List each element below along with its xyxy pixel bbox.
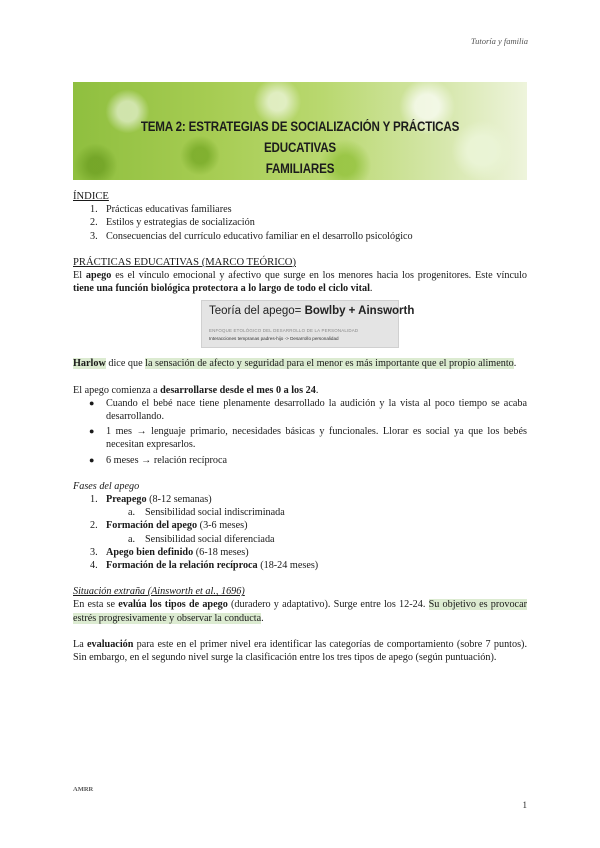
list-item: 1. Preapego (8-12 semanas) xyxy=(90,494,212,506)
indice-list xyxy=(73,203,527,243)
title-line-1: TEMA 2: ESTRATEGIAS DE SOCIALIZACIÓN Y PRÁCTICAS EDUCATIVAS xyxy=(140,119,460,155)
list-item: 1. Prácticas educativas familiares xyxy=(90,204,232,216)
sub-item: a. Sensibilidad social indiscriminada xyxy=(128,507,285,519)
highlighted-text: la sensación de afecto y seguridad para el menor es más importante que el propio alimento xyxy=(145,358,514,370)
figure-caption: Interacciones tempranas padres-hijo -> Desarrollo personalidad xyxy=(209,336,339,342)
situacion-paragraph: En esta se evalúa los tipos de apego (duradero y adaptativo). Surge entre los 12-24. Su objetivo es provocar estrés progresivamente y observar la conducta. xyxy=(73,599,527,624)
practicas-heading: PRÁCTICAS EDUCATIVAS (MARCO TEÓRICO) xyxy=(73,256,296,268)
fases-list xyxy=(73,493,527,572)
title-line-2: FAMILIARES xyxy=(265,161,335,176)
list-item: 4. Formación de la relación recíproca (18-24 meses) xyxy=(90,560,319,572)
page-title xyxy=(105,116,495,179)
figure-title: Teoría del apego= Bowlby + Ainsworth xyxy=(209,305,415,318)
evaluacion-paragraph: La evaluación para este en el primer nivel era identificar las categorías de comportamiento (sobre 7 puntos). Sin embargo, en el segundo nivel surge la clasificación entre los tres tipos de apego (según puntuación). xyxy=(73,638,527,664)
list-item: 3. Consecuencias del currículo educativo familiar en el desarrollo psicológico xyxy=(90,230,413,242)
list-item: 3. Apego bien definido (6-18 meses) xyxy=(90,546,249,558)
figure-subtitle: ENFOQUE ETOLÓGICO DEL DESARROLLO DE LA PERSONALIDAD xyxy=(209,328,359,334)
title-banner xyxy=(73,82,527,180)
running-header: Tutoría y familia xyxy=(470,36,528,46)
apego-bullets xyxy=(73,397,527,467)
situacion-heading: Situación extraña (Ainsworth et al., 1696) xyxy=(73,586,245,598)
list-item: 2. Estilos y estrategias de socialización xyxy=(90,217,255,229)
apego-definition: El apego es el vínculo emocional y afectivo que surge en los menores hacia los progenitores. Este vínculo tiene una función biológica protectora a lo largo de todo el ciclo vital. xyxy=(73,270,527,295)
author-initials: AMRR xyxy=(73,786,94,793)
fases-heading: Fases del apego xyxy=(73,480,140,492)
list-item: 2. Formación del apego (3-6 meses) xyxy=(90,520,248,532)
harlow-paragraph: Harlow dice que la sensación de afecto y seguridad para el menor es más importante que el propio alimento. xyxy=(73,358,517,370)
indice-heading: ÍNDICE xyxy=(73,191,109,202)
list-item: ● Cuando el bebé nace tiene plenamente desarrollado la audición y la vista al poco tiempo se acaba desarrollando. xyxy=(89,397,527,423)
page-number: 1 xyxy=(522,800,527,810)
list-item: ● 6 meses → relación recíproca xyxy=(89,454,228,466)
apego-comienza: El apego comienza a desarrollarse desde el mes 0 a los 24. xyxy=(73,384,319,396)
list-item: ● 1 mes → lenguaje primario, necesidades básicas y funcionales. Llorar es social ya que los bebés necesitan expresarlos. xyxy=(89,426,527,451)
highlighted-text: Su objetivo es provocar estrés progresivamente y observar la conducta xyxy=(73,599,527,624)
teoria-apego-figure xyxy=(201,300,415,348)
sub-item: a. Sensibilidad social diferenciada xyxy=(128,533,275,545)
document-body xyxy=(73,190,527,664)
